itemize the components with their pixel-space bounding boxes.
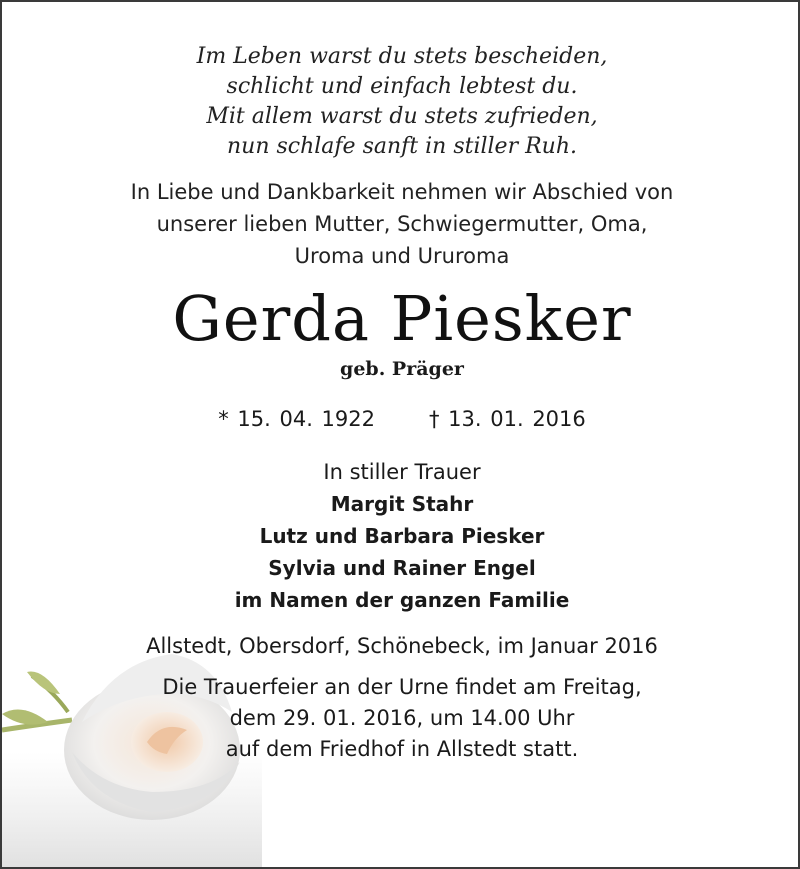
mourner: im Namen der ganzen Familie bbox=[234, 588, 570, 612]
intro-line: unserer lieben Mutter, Schwiegermutter, Oma, bbox=[156, 212, 648, 236]
funeral-line: Die Trauerfeier an der Urne findet am Freitag, bbox=[162, 675, 642, 699]
farewell-intro bbox=[2, 176, 800, 272]
poem-line: nun schlafe sanft in stiller Ruh. bbox=[226, 134, 577, 159]
maiden-name: geb. Präger bbox=[340, 358, 464, 380]
mourner: Sylvia und Rainer Engel bbox=[268, 556, 536, 580]
intro-line: Uroma und Ururoma bbox=[294, 244, 510, 268]
funeral-line: dem 29. 01. 2016, um 14.00 Uhr bbox=[229, 706, 575, 730]
deceased-name: Gerda Piesker bbox=[172, 282, 632, 355]
poem bbox=[2, 42, 800, 162]
funeral-info bbox=[2, 672, 800, 765]
place-and-date: Allstedt, Obersdorf, Schönebeck, im Januar 2016 bbox=[146, 634, 658, 658]
mourner: Lutz und Barbara Piesker bbox=[259, 524, 545, 548]
poem-line: Mit allem warst du stets zufrieden, bbox=[206, 104, 598, 129]
notice-content bbox=[2, 2, 800, 765]
funeral-line: auf dem Friedhof in Allstedt statt. bbox=[225, 737, 579, 761]
mourning-heading: In stiller Trauer bbox=[323, 460, 481, 484]
mourner: Margit Stahr bbox=[330, 492, 474, 516]
death-date: † 13. 01. 2016 bbox=[429, 407, 586, 431]
life-dates bbox=[2, 404, 800, 434]
poem-line: schlicht und einfach lebtest du. bbox=[226, 74, 578, 99]
birth-date: * 15. 04. 1922 bbox=[218, 407, 375, 431]
poem-line: Im Leben warst du stets bescheiden, bbox=[196, 44, 608, 69]
intro-line: In Liebe und Dankbarkeit nehmen wir Abschied von bbox=[130, 180, 674, 204]
mourners-list bbox=[2, 488, 800, 616]
